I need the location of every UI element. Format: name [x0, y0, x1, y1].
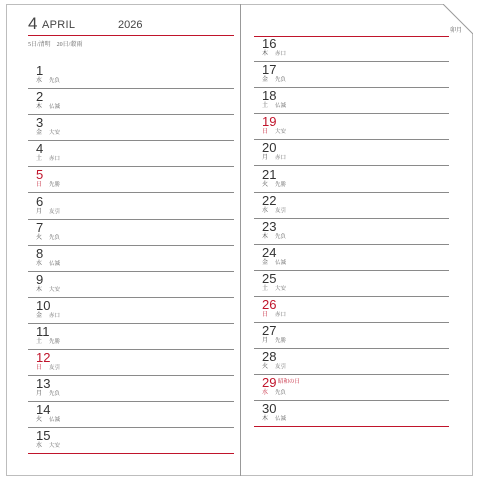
day-number: 13	[36, 376, 51, 392]
day-row[interactable]	[254, 349, 449, 375]
rokuyo-label: 先負	[49, 234, 61, 241]
day-number: 24	[262, 244, 277, 260]
weekday-label: 火	[36, 234, 43, 241]
day-row[interactable]	[254, 62, 449, 88]
lunar-month-label: 卯月	[449, 28, 462, 34]
weekday-label: 木	[36, 286, 43, 293]
day-row[interactable]	[28, 272, 234, 298]
day-row[interactable]	[28, 167, 234, 193]
day-number: 2	[36, 89, 44, 105]
rokuyo-label: 赤口	[49, 312, 61, 319]
day-row[interactable]	[28, 298, 234, 324]
year-label: 2026	[118, 19, 143, 31]
rokuyo-label: 友引	[275, 207, 287, 214]
header-red-rule-left	[28, 35, 234, 36]
weekday-label: 土	[262, 103, 269, 110]
rokuyo-label: 大安	[49, 286, 61, 293]
weekday-label: 水	[262, 207, 269, 214]
day-number: 5	[36, 167, 44, 183]
day-row[interactable]	[254, 193, 449, 219]
rokuyo-label: 先負	[49, 78, 61, 84]
weekday-label: 月	[36, 208, 43, 215]
weekday-label: 月	[262, 338, 269, 345]
weekday-label: 日	[36, 182, 43, 189]
day-row[interactable]	[254, 140, 449, 166]
rokuyo-label: 仏滅	[49, 260, 61, 267]
day-number: 11	[36, 324, 50, 339]
month-number: 4	[28, 14, 38, 33]
weekday-label: 月	[36, 391, 43, 398]
day-row[interactable]	[28, 402, 234, 428]
day-row[interactable]	[28, 246, 234, 272]
weekday-label: 日	[36, 365, 43, 372]
month-header	[28, 14, 234, 40]
day-row[interactable]	[28, 89, 234, 115]
weekday-label: 月	[262, 155, 269, 162]
day-row[interactable]	[28, 63, 234, 89]
day-number: 6	[36, 193, 44, 209]
day-number: 14	[36, 402, 51, 418]
day-row[interactable]	[28, 115, 234, 141]
rokuyo-label: 赤口	[275, 312, 287, 318]
day-number: 4	[36, 141, 44, 157]
day-number: 10	[36, 297, 51, 313]
rokuyo-label: 大安	[49, 443, 61, 450]
weekday-label: 日	[262, 129, 269, 136]
day-row[interactable]	[254, 375, 449, 401]
weekday-label: 水	[36, 78, 43, 84]
weekday-label: 金	[36, 312, 43, 319]
day-row[interactable]	[28, 350, 234, 376]
rokuyo-label: 大安	[275, 129, 287, 136]
rokuyo-label: 仏滅	[49, 104, 61, 111]
day-row[interactable]	[28, 220, 234, 246]
day-row[interactable]	[254, 167, 449, 193]
day-number: 22	[262, 192, 277, 208]
day-number: 20	[262, 140, 277, 156]
row-divider	[28, 453, 234, 454]
weekday-label: 土	[36, 156, 43, 163]
day-row[interactable]	[254, 36, 449, 62]
rokuyo-label: 大安	[49, 130, 61, 137]
day-number: 29	[262, 375, 277, 391]
day-number: 3	[36, 115, 44, 131]
solar-terms-note: 5日/清明 20日/穀雨	[28, 42, 83, 48]
rokuyo-label: 仏滅	[49, 417, 61, 424]
row-divider	[254, 426, 449, 427]
day-row[interactable]	[28, 324, 234, 350]
day-number: 9	[36, 271, 44, 287]
day-row[interactable]	[254, 401, 449, 427]
rokuyo-label: 赤口	[275, 155, 287, 162]
day-number: 12	[36, 350, 51, 366]
month-name: APRIL	[42, 19, 76, 31]
rokuyo-label: 先勝	[275, 338, 287, 345]
day-number: 28	[262, 349, 277, 365]
day-row[interactable]	[28, 141, 234, 167]
rokuyo-label: 先負	[49, 391, 61, 398]
rokuyo-label: 先勝	[49, 339, 61, 345]
weekday-label: 木	[36, 104, 43, 111]
day-number: 27	[262, 323, 277, 339]
day-number: 25	[262, 270, 277, 286]
day-number: 30	[262, 401, 277, 417]
day-number: 19	[262, 114, 277, 130]
day-number: 15	[36, 428, 51, 444]
holiday-label: 昭和の日	[278, 379, 301, 386]
day-number: 17	[262, 62, 277, 78]
day-row[interactable]	[254, 88, 449, 114]
weekday-label: 金	[262, 259, 269, 266]
weekday-label: 日	[262, 312, 269, 318]
day-row[interactable]	[254, 114, 449, 140]
rokuyo-label: 先負	[275, 77, 287, 84]
day-number: 26	[262, 297, 277, 312]
day-row[interactable]	[28, 376, 234, 402]
rokuyo-label: 友引	[275, 364, 287, 371]
page-spine	[240, 4, 241, 476]
day-row[interactable]	[28, 194, 234, 220]
rokuyo-label: 友引	[49, 365, 61, 372]
rokuyo-label: 仏滅	[275, 416, 287, 423]
day-row[interactable]	[28, 428, 234, 454]
day-number: 7	[36, 219, 44, 235]
weekday-label: 金	[262, 77, 269, 84]
rokuyo-label: 先勝	[49, 182, 61, 189]
rokuyo-label: 赤口	[49, 156, 61, 163]
weekday-label: 木	[262, 416, 269, 423]
weekday-label: 水	[262, 390, 269, 397]
rokuyo-label: 先勝	[275, 181, 287, 188]
day-row[interactable]	[254, 245, 449, 271]
weekday-label: 土	[36, 339, 43, 345]
rokuyo-label: 赤口	[275, 51, 287, 57]
rokuyo-label: 友引	[49, 208, 61, 215]
weekday-label: 火	[262, 181, 269, 188]
day-number: 23	[262, 218, 277, 234]
day-row[interactable]	[254, 297, 449, 323]
rokuyo-label: 仏滅	[275, 103, 287, 110]
weekday-label: 木	[262, 233, 269, 240]
rokuyo-label: 先負	[275, 233, 287, 240]
weekday-label: 金	[36, 130, 43, 137]
day-row[interactable]	[254, 219, 449, 245]
weekday-label: 水	[36, 260, 43, 267]
rokuyo-label: 先負	[275, 390, 287, 397]
day-number: 16	[262, 36, 277, 51]
weekday-label: 水	[36, 443, 43, 450]
day-row[interactable]	[254, 271, 449, 297]
rokuyo-label: 大安	[275, 285, 287, 292]
weekday-label: 土	[262, 285, 269, 292]
day-number: 8	[36, 245, 44, 261]
weekday-label: 木	[262, 51, 269, 57]
weekday-label: 火	[262, 364, 269, 371]
rokuyo-label: 仏滅	[275, 259, 287, 266]
day-row[interactable]	[254, 323, 449, 349]
day-number: 18	[262, 88, 277, 104]
day-number: 21	[262, 166, 277, 182]
weekday-label: 火	[36, 417, 43, 424]
day-number: 1	[36, 63, 44, 78]
